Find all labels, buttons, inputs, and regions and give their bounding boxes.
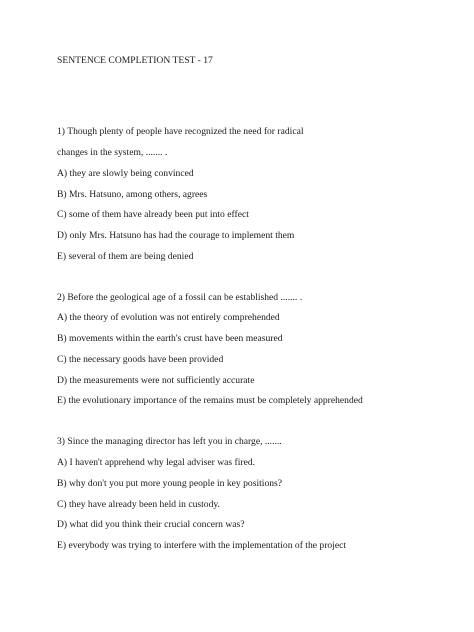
question-2-option-b: B) movements within the earth's crust have been measured (57, 333, 283, 344)
question-3-option-a: A) I haven't apprehend why legal adviser was fired. (57, 457, 256, 468)
question-2-option-c: C) the necessary goods have been provided (57, 354, 224, 365)
question-1-option-c: C) some of them have already been put into effect (57, 209, 249, 220)
question-2-option-a: A) the theory of evolution was not entirely comprehended (57, 312, 280, 323)
question-1-option-e: E) several of them are being denied (57, 251, 194, 262)
question-3-option-b: B) why don't you put more young people in key positions? (57, 478, 283, 489)
question-3-option-e: E) everybody was trying to interfere with the implementation of the project (57, 540, 347, 551)
question-1-option-a: A) they are slowly being convinced (57, 168, 194, 179)
question-3-stem-line-1: 3) Since the managing director has left you in charge, ....... (57, 436, 282, 447)
question-1-option-b: B) Mrs. Hatsuno, among others, agrees (57, 189, 208, 200)
question-1-option-d: D) only Mrs. Hatsuno has had the courage to implement them (57, 230, 295, 241)
question-2-option-d: D) the measurements were not sufficiently accurate (57, 375, 255, 386)
question-3-option-c: C) they have already been held in custody. (57, 499, 220, 510)
question-1-stem-line-2: changes in the system, ....... . (57, 147, 168, 158)
question-2-option-e: E) the evolutionary importance of the remains must be completely apprehended (57, 395, 363, 406)
document-title: SENTENCE COMPLETION TEST - 17 (57, 55, 213, 66)
question-3-option-d: D) what did you think their crucial concern was? (57, 519, 245, 530)
question-2-stem-line-1: 2) Before the geological age of a fossil can be established ....... . (57, 292, 303, 303)
question-1-stem-line-1: 1) Though plenty of people have recognized the need for radical (57, 126, 304, 137)
